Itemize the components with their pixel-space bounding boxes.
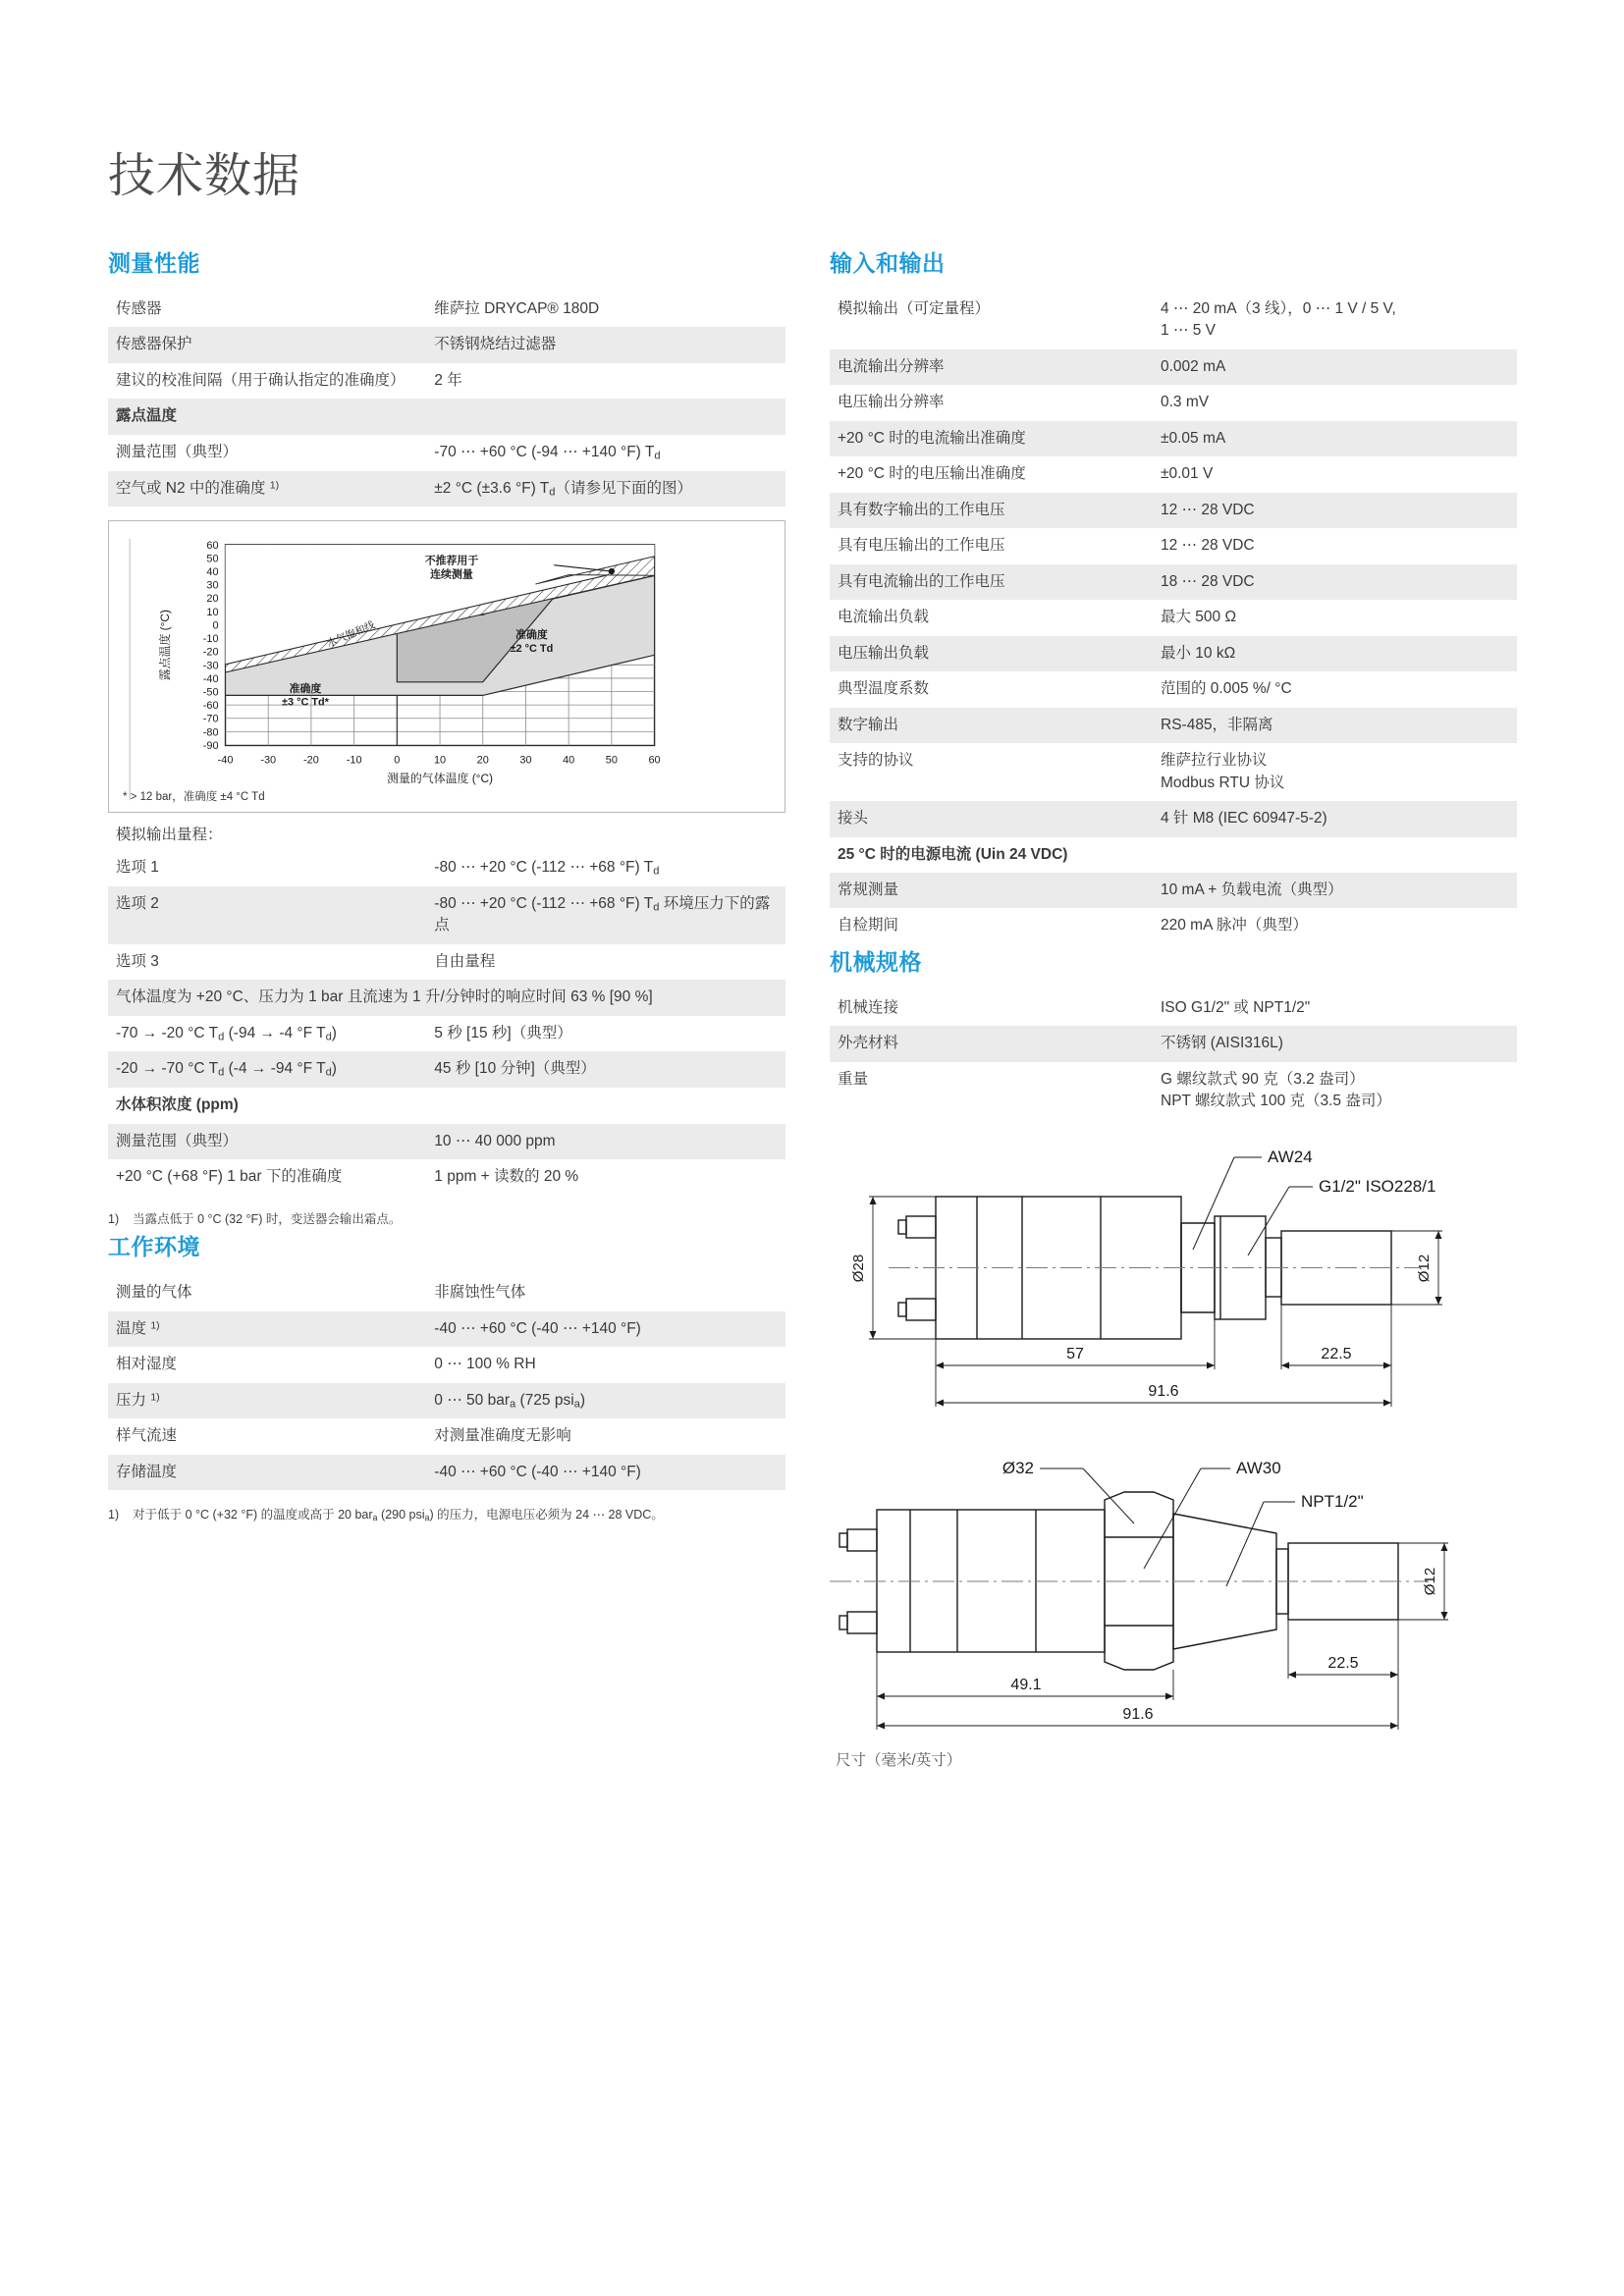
table-cell-value: ±0.01 V <box>1161 465 1214 483</box>
table-row <box>830 801 1517 836</box>
drawing-g-thread <box>830 1130 1517 1429</box>
drawing-g-thread-svg <box>830 1130 1517 1424</box>
label-g12-iso: G1/2" ISO228/1 <box>1319 1176 1436 1196</box>
analog-output-range-label: 模拟输出量程： <box>116 827 223 844</box>
svg-text:-90: -90 <box>202 740 219 753</box>
table-cell-key: 样气流速 <box>116 1427 178 1445</box>
svg-text:-30: -30 <box>260 754 277 767</box>
table-cell-value: -80 ⋯ +20 °C (-112 ⋯ +68 °F) $T_d$ <box>434 859 660 878</box>
chart-annotation-acc2-1: 准确度 <box>515 629 548 642</box>
svg-text:-40: -40 <box>202 673 219 686</box>
svg-text:10: 10 <box>433 754 447 767</box>
table-row <box>830 564 1517 600</box>
svg-text:0: 0 <box>212 619 219 632</box>
dim-225-label: 22.5 <box>1321 1345 1352 1362</box>
svg-text:60: 60 <box>648 754 661 767</box>
table-cell-value: -40 ⋯ +60 °C (-40 ⋯ +140 °F) <box>426 1455 785 1490</box>
svg-text:-50: -50 <box>202 686 219 699</box>
svg-text:-20: -20 <box>202 646 219 659</box>
table-cell-value: ±2 °C (±3.6 °F) $T_d$（请参见下面的图） <box>426 471 785 507</box>
table-row <box>830 1062 1517 1120</box>
table-cell-value: 10 mA + 负载电流（典型） <box>1153 873 1517 908</box>
table-row <box>108 886 785 944</box>
table-row <box>830 421 1517 456</box>
table-cell-key: 自检期间 <box>838 917 899 934</box>
table-cell-span: 气体温度为 +20 °C、压力为 1 bar 且流速为 1 升/分钟时的响应时间 63 % [90 %] <box>108 980 785 1015</box>
table-cell-key: 建议的校准间隔（用于确认指定的准确度） <box>116 371 406 389</box>
table-cell-key: 空气或 N2 中的准确度 $^{1)}$ <box>108 471 426 507</box>
table-row <box>830 908 1517 943</box>
table-cell-value: 220 mA 脉冲（典型） <box>1161 917 1308 934</box>
dim-225-npt-label: 22.5 <box>1327 1654 1359 1672</box>
table-cell-key: 电流输出分辨率 <box>830 349 1153 385</box>
dim-916-npt-label: 91.6 <box>1122 1705 1154 1723</box>
table-cell-key: 选项 3 <box>116 952 159 970</box>
table-row <box>830 837 1517 873</box>
svg-text:30: 30 <box>206 579 219 592</box>
dim-d12-npt-label: Ø12 <box>1422 1567 1438 1595</box>
table-cell-key: 传感器保护 <box>108 327 426 362</box>
table-row <box>830 528 1517 563</box>
chart-annotation-acc2-2: ±2 °C Td <box>510 643 554 656</box>
analog-range-table <box>108 850 785 1088</box>
svg-text:-20: -20 <box>303 754 319 767</box>
table-row <box>108 399 785 434</box>
section-heading-environment: 工作环境 <box>108 1234 200 1260</box>
dim-d12-label: Ø12 <box>1416 1254 1433 1282</box>
chart-annotation-not-recommended-2: 连续测量 <box>430 568 473 581</box>
table-cell-key: +20 °C 时的电流输出准确度 <box>830 421 1153 456</box>
table-cell-key: 机械连接 <box>838 998 899 1016</box>
table-cell-key: 具有数字输出的工作电压 <box>830 493 1153 528</box>
table-cell-value: 0.3 mV <box>1161 394 1210 411</box>
table-cell-key: 支持的协议 <box>838 752 914 770</box>
table-cell-key: -20 → -70 °C $T_d$ (-4 → -94 °F $T_d$) <box>108 1051 426 1088</box>
table-cell-value: 不锈钢 (AISI316L) <box>1153 1026 1517 1061</box>
table-cell-value: 0 ⋯ 50 bar$_a$ (725 psi$_a$) <box>426 1383 785 1419</box>
table-cell-key: 具有电压输出的工作电压 <box>838 537 1005 555</box>
measurement-performance-table <box>108 292 785 507</box>
table-row <box>830 456 1517 492</box>
table-cell-key: 外壳材料 <box>830 1026 1153 1061</box>
table-cell-value: 0.002 mA <box>1153 349 1517 385</box>
svg-text:-80: -80 <box>202 726 219 739</box>
table-cell-value: -40 ⋯ +60 °C (-40 ⋯ +140 °F) <box>426 1311 785 1347</box>
table-cell-value: 12 ⋯ 28 VDC <box>1153 493 1517 528</box>
table-cell-value: 4 针 M8 (IEC 60947-5-2) <box>1153 801 1517 836</box>
label-d32: Ø32 <box>1001 1458 1034 1477</box>
table-cell-value: 18 ⋯ 28 VDC <box>1153 564 1517 600</box>
table-cell-key: 相对湿度 <box>116 1356 178 1373</box>
accuracy-chart <box>108 520 785 813</box>
table-row <box>830 600 1517 635</box>
table-cell-key: 温度 $^{1)}$ <box>108 1311 426 1347</box>
table-cell-value: 2 年 <box>434 371 462 389</box>
measurement-footnote <box>108 1210 785 1229</box>
section-heading-measurement: 测量性能 <box>108 250 200 276</box>
table-row <box>830 636 1517 671</box>
table-cell-key: 重量 <box>838 1070 869 1088</box>
table-row <box>108 471 785 507</box>
table-cell-key: 接头 <box>830 801 1153 836</box>
table-cell-value: 不锈钢烧结过滤器 <box>426 327 785 362</box>
svg-text:-60: -60 <box>202 700 219 713</box>
table-row <box>108 1347 785 1382</box>
table-cell-value: 0 ⋯ 100 % RH <box>434 1356 536 1373</box>
table-cell-key: 常规测量 <box>830 873 1153 908</box>
table-row <box>830 349 1517 385</box>
chart-annotation-not-recommended-1: 不推荐用于 <box>424 555 479 567</box>
table-cell-value: -70 ⋯ +60 °C (-94 ⋯ +140 °F) $T_d$ <box>434 443 661 462</box>
table-cell-key: 压力 $^{1)}$ <box>108 1383 426 1419</box>
table-cell-value: RS-485，非隔离 <box>1153 708 1517 743</box>
table-cell-value: G 螺纹款式 90 克（3.2 盎司） NPT 螺纹款式 100 克（3.5 盎司） <box>1161 1070 1391 1110</box>
table-row <box>108 1311 785 1347</box>
chart-annotation-acc3-1: 准确度 <box>289 682 322 695</box>
table-cell-key: 传感器 <box>116 300 162 317</box>
table-cell-key: 典型温度系数 <box>838 680 930 698</box>
svg-text:30: 30 <box>519 754 532 767</box>
ppm-table <box>108 1088 785 1195</box>
environment-footnote <box>108 1506 785 1524</box>
dim-916-label: 91.6 <box>1148 1382 1179 1400</box>
table-row <box>108 1124 785 1159</box>
table-cell-value: 1 ppm + 读数的 20 % <box>434 1167 579 1185</box>
table-cell-key: 电压输出负载 <box>830 636 1153 671</box>
input-output-table <box>830 292 1517 944</box>
table-cell-value: 45 秒 [10 分钟]（典型） <box>426 1051 785 1088</box>
chart-annotation-acc3-2: ±3 °C Td* <box>282 696 329 709</box>
chart-y-ticks <box>203 540 219 752</box>
table-cell-value: 范围的 0.005 %/ °C <box>1161 680 1292 698</box>
mechanical-specs-table <box>830 990 1517 1120</box>
table-cell-key: 选项 1 <box>116 859 159 877</box>
table-row <box>108 1016 785 1052</box>
svg-text:50: 50 <box>206 553 219 565</box>
table-row <box>108 1383 785 1419</box>
measurement-footnote-text: 当露点低于 0 °C (32 °F) 时，变送器会输出霜点。 <box>133 1212 402 1227</box>
drawing-npt-thread-svg <box>830 1439 1517 1734</box>
environment-footnote-number: 1) <box>108 1508 120 1522</box>
table-row <box>108 850 785 886</box>
svg-text:10: 10 <box>206 606 219 618</box>
table-cell-key: 测量范围（典型） <box>108 1124 426 1159</box>
table-cell-key: 电压输出分辨率 <box>838 394 945 411</box>
svg-text:60: 60 <box>206 539 219 552</box>
dimension-caption: 尺寸（毫米/英寸） <box>836 1751 962 1769</box>
table-cell-value: 10 ⋯ 40 000 ppm <box>426 1124 785 1159</box>
section-heading-io: 输入和输出 <box>830 250 946 276</box>
table-row <box>830 743 1517 801</box>
table-row <box>108 1051 785 1088</box>
table-cell-key: 测量范围（典型） <box>116 443 239 460</box>
table-row <box>108 1455 785 1490</box>
table-row <box>108 944 785 980</box>
left-column <box>108 245 785 1525</box>
label-npt12: NPT1/2" <box>1301 1491 1364 1511</box>
table-cell-value: 维萨拉 DRYCAP® 180D <box>434 300 600 317</box>
accuracy-chart-svg <box>109 521 785 812</box>
table-cell-value: 自由量程 <box>434 952 496 970</box>
section-heading-mechanical: 机械规格 <box>830 948 922 975</box>
table-cell-value: ISO G1/2" 或 NPT1/2" <box>1161 998 1311 1016</box>
svg-text:-30: -30 <box>202 660 219 672</box>
svg-text:20: 20 <box>206 593 219 606</box>
table-cell-key: 模拟输出（可定量程） <box>838 300 991 317</box>
table-row <box>108 292 785 327</box>
operating-environment-table <box>108 1275 785 1490</box>
table-row <box>830 385 1517 420</box>
chart-x-axis-label: 测量的气体温度 (°C) <box>387 772 494 786</box>
table-cell-span: 25 °C 时的电源电流 (Uin 24 VDC) <box>838 845 1068 863</box>
svg-text:50: 50 <box>605 754 618 767</box>
table-cell-value: 最小 10 kΩ <box>1153 636 1517 671</box>
table-cell-key: +20 °C (+68 °F) 1 bar 下的准确度 <box>116 1167 343 1185</box>
chart-y-axis-label: 露点温度 (°C) <box>157 610 172 681</box>
svg-text:20: 20 <box>476 754 489 767</box>
table-row <box>108 1159 785 1195</box>
svg-text:-10: -10 <box>346 754 362 767</box>
table-row <box>830 1026 1517 1061</box>
table-row <box>108 1275 785 1310</box>
table-row <box>108 327 785 362</box>
chart-annotation-saturation-line: 水气饱和线 <box>325 619 377 651</box>
table-row <box>108 980 785 1015</box>
table-cell-value: ±0.05 mA <box>1153 421 1517 456</box>
table-cell-key: 电流输出负载 <box>838 609 930 626</box>
table-cell-value: 5 秒 [15 秒]（典型） <box>434 1024 572 1041</box>
table-cell-value: 非腐蚀性气体 <box>434 1284 526 1302</box>
svg-text:-70: -70 <box>202 713 219 725</box>
table-row <box>830 292 1517 349</box>
table-cell-value: 12 ⋯ 28 VDC <box>1161 537 1255 555</box>
table-cell-value: 最大 500 Ω <box>1161 609 1237 626</box>
dim-d28-label: Ø28 <box>850 1254 867 1282</box>
table-cell-value: 维萨拉行业协议 Modbus RTU 协议 <box>1161 752 1285 791</box>
svg-text:40: 40 <box>206 566 219 579</box>
table-row <box>108 1088 785 1123</box>
table-cell-key: 选项 2 <box>108 886 426 944</box>
table-cell-value: 4 ⋯ 20 mA（3 线），0 ⋯ 1 V / 5 V, 1 ⋯ 5 V <box>1161 300 1396 340</box>
table-row <box>108 435 785 471</box>
svg-text:-10: -10 <box>202 633 219 646</box>
svg-text:-40: -40 <box>217 754 234 767</box>
table-cell-value: 对测量准确度无影响 <box>434 1427 571 1445</box>
svg-text:0: 0 <box>394 754 401 767</box>
table-cell-key: -70 → -20 °C $T_d$ (-94 → -4 °F $T_d$) <box>116 1024 337 1043</box>
dim-491-label: 49.1 <box>1010 1676 1042 1693</box>
table-cell-key: 存储温度 <box>108 1455 426 1490</box>
chart-footnote: * > 12 bar，准确度 ±4 °C Td <box>123 791 265 804</box>
measurement-footnote-number: 1) <box>108 1212 120 1227</box>
dim-57-label: 57 <box>1066 1345 1084 1362</box>
table-cell-span: 水体积浓度 (ppm) <box>116 1096 239 1114</box>
table-row <box>830 671 1517 707</box>
table-cell-key: 数字输出 <box>830 708 1153 743</box>
table-cell-key: +20 °C 时的电压输出准确度 <box>838 465 1026 483</box>
label-aw24: AW24 <box>1268 1147 1313 1166</box>
table-cell-span: 露点温度 <box>108 399 785 434</box>
table-row <box>108 363 785 399</box>
table-cell-key: 测量的气体 <box>116 1284 192 1302</box>
label-aw30: AW30 <box>1236 1458 1281 1477</box>
table-row <box>830 990 1517 1026</box>
table-cell-key: 具有电流输出的工作电压 <box>830 564 1153 600</box>
right-column <box>830 245 1517 1770</box>
table-row <box>108 1418 785 1454</box>
svg-text:40: 40 <box>563 754 575 767</box>
chart-x-ticks <box>218 754 661 766</box>
table-row <box>830 873 1517 908</box>
table-cell-value: -80 ⋯ +20 °C (-112 ⋯ +68 °F) $T_d$ 环境压力下的露点 <box>426 886 785 944</box>
table-row <box>830 493 1517 528</box>
table-row <box>830 708 1517 743</box>
environment-footnote-text: 对于低于 0 °C (+32 °F) 的温度或高于 20 bar$_a$ (290 psi$_a$) 的压力，电源电压必须为 24 ⋯ 28 VDC。 <box>133 1508 664 1523</box>
page-title: 技术数据 <box>108 150 301 202</box>
drawing-npt-thread <box>830 1439 1517 1738</box>
